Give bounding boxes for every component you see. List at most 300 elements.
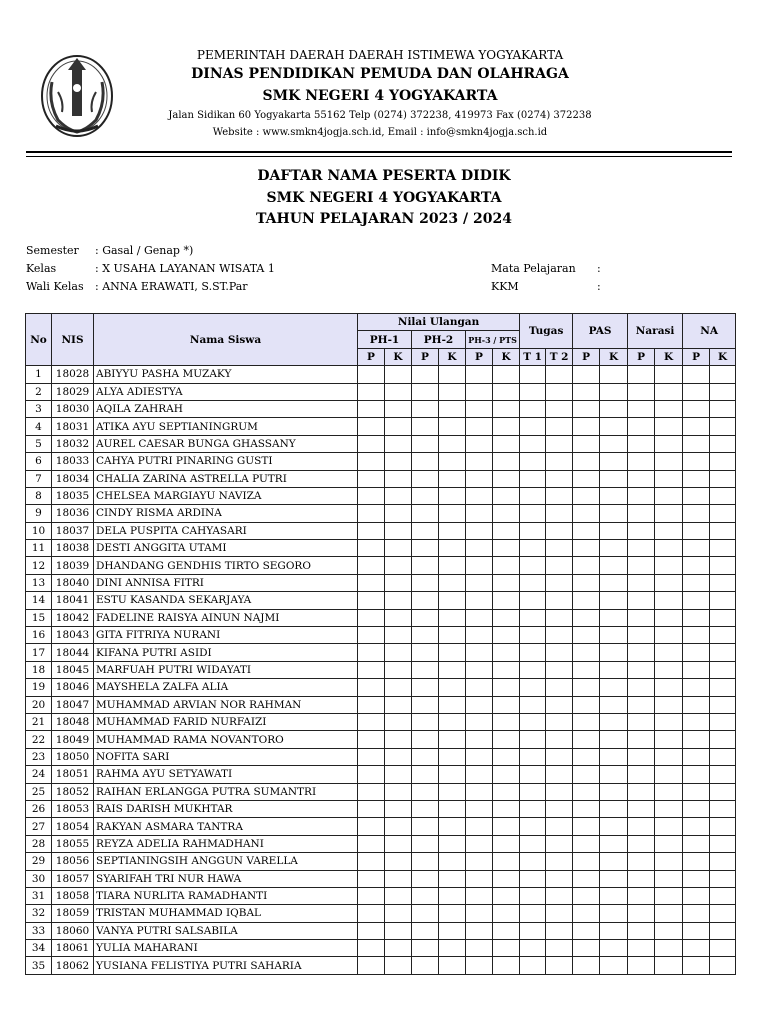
grade-cell-narasi-p[interactable] bbox=[628, 870, 655, 887]
grade-cell-tugas-t2[interactable] bbox=[546, 957, 573, 974]
grade-cell-ph1-k[interactable] bbox=[385, 783, 412, 800]
grade-cell-na-k[interactable] bbox=[710, 557, 736, 574]
grade-cell-na-k[interactable] bbox=[710, 487, 736, 504]
grade-cell-narasi-k[interactable] bbox=[655, 400, 683, 417]
grade-cell-na-k[interactable] bbox=[710, 748, 736, 765]
grade-cell-ph1-k[interactable] bbox=[385, 679, 412, 696]
grade-cell-ph3-p[interactable] bbox=[466, 383, 493, 400]
grade-cell-ph1-p[interactable] bbox=[358, 435, 385, 452]
grade-cell-na-k[interactable] bbox=[710, 870, 736, 887]
grade-cell-na-k[interactable] bbox=[710, 800, 736, 817]
grade-cell-ph1-p[interactable] bbox=[358, 766, 385, 783]
grade-cell-pas-p[interactable] bbox=[573, 766, 600, 783]
grade-cell-narasi-k[interactable] bbox=[655, 627, 683, 644]
grade-cell-ph3-k[interactable] bbox=[493, 557, 520, 574]
grade-cell-ph3-k[interactable] bbox=[493, 627, 520, 644]
grade-cell-pas-k[interactable] bbox=[600, 957, 628, 974]
grade-cell-pas-p[interactable] bbox=[573, 696, 600, 713]
grade-cell-ph2-p[interactable] bbox=[412, 453, 439, 470]
grade-cell-ph3-p[interactable] bbox=[466, 470, 493, 487]
grade-cell-narasi-k[interactable] bbox=[655, 679, 683, 696]
grade-cell-ph1-p[interactable] bbox=[358, 557, 385, 574]
grade-cell-narasi-p[interactable] bbox=[628, 366, 655, 383]
grade-cell-ph1-p[interactable] bbox=[358, 609, 385, 626]
grade-cell-tugas-t2[interactable] bbox=[546, 748, 573, 765]
grade-cell-tugas-t1[interactable] bbox=[520, 853, 546, 870]
grade-cell-narasi-k[interactable] bbox=[655, 418, 683, 435]
grade-cell-pas-p[interactable] bbox=[573, 505, 600, 522]
grade-cell-narasi-p[interactable] bbox=[628, 592, 655, 609]
grade-cell-narasi-p[interactable] bbox=[628, 731, 655, 748]
grade-cell-na-p[interactable] bbox=[683, 592, 710, 609]
grade-cell-ph1-p[interactable] bbox=[358, 800, 385, 817]
grade-cell-pas-p[interactable] bbox=[573, 383, 600, 400]
grade-cell-narasi-k[interactable] bbox=[655, 383, 683, 400]
grade-cell-ph3-p[interactable] bbox=[466, 905, 493, 922]
grade-cell-ph3-p[interactable] bbox=[466, 783, 493, 800]
grade-cell-ph1-k[interactable] bbox=[385, 957, 412, 974]
grade-cell-ph3-p[interactable] bbox=[466, 887, 493, 904]
grade-cell-tugas-t1[interactable] bbox=[520, 609, 546, 626]
grade-cell-tugas-t1[interactable] bbox=[520, 574, 546, 591]
grade-cell-ph3-k[interactable] bbox=[493, 940, 520, 957]
grade-cell-pas-k[interactable] bbox=[600, 609, 628, 626]
grade-cell-na-k[interactable] bbox=[710, 853, 736, 870]
grade-cell-tugas-t1[interactable] bbox=[520, 592, 546, 609]
grade-cell-ph2-p[interactable] bbox=[412, 609, 439, 626]
grade-cell-tugas-t1[interactable] bbox=[520, 818, 546, 835]
grade-cell-ph3-k[interactable] bbox=[493, 574, 520, 591]
grade-cell-narasi-k[interactable] bbox=[655, 574, 683, 591]
grade-cell-ph1-k[interactable] bbox=[385, 905, 412, 922]
grade-cell-tugas-t2[interactable] bbox=[546, 922, 573, 939]
grade-cell-ph1-k[interactable] bbox=[385, 366, 412, 383]
grade-cell-ph2-k[interactable] bbox=[439, 922, 466, 939]
grade-cell-tugas-t1[interactable] bbox=[520, 679, 546, 696]
grade-cell-narasi-p[interactable] bbox=[628, 540, 655, 557]
grade-cell-tugas-t2[interactable] bbox=[546, 731, 573, 748]
grade-cell-tugas-t1[interactable] bbox=[520, 505, 546, 522]
grade-cell-narasi-k[interactable] bbox=[655, 835, 683, 852]
grade-cell-ph2-p[interactable] bbox=[412, 887, 439, 904]
grade-cell-ph2-p[interactable] bbox=[412, 800, 439, 817]
grade-cell-na-p[interactable] bbox=[683, 783, 710, 800]
grade-cell-pas-p[interactable] bbox=[573, 783, 600, 800]
grade-cell-ph2-p[interactable] bbox=[412, 627, 439, 644]
grade-cell-na-k[interactable] bbox=[710, 783, 736, 800]
grade-cell-tugas-t1[interactable] bbox=[520, 557, 546, 574]
grade-cell-ph3-p[interactable] bbox=[466, 627, 493, 644]
grade-cell-ph1-k[interactable] bbox=[385, 627, 412, 644]
grade-cell-narasi-p[interactable] bbox=[628, 940, 655, 957]
grade-cell-pas-k[interactable] bbox=[600, 574, 628, 591]
grade-cell-narasi-k[interactable] bbox=[655, 505, 683, 522]
grade-cell-na-p[interactable] bbox=[683, 609, 710, 626]
grade-cell-na-k[interactable] bbox=[710, 940, 736, 957]
grade-cell-na-p[interactable] bbox=[683, 957, 710, 974]
grade-cell-na-k[interactable] bbox=[710, 400, 736, 417]
grade-cell-ph1-k[interactable] bbox=[385, 818, 412, 835]
grade-cell-narasi-k[interactable] bbox=[655, 557, 683, 574]
grade-cell-pas-k[interactable] bbox=[600, 870, 628, 887]
grade-cell-na-p[interactable] bbox=[683, 400, 710, 417]
grade-cell-ph3-p[interactable] bbox=[466, 748, 493, 765]
grade-cell-ph3-p[interactable] bbox=[466, 679, 493, 696]
grade-cell-ph2-p[interactable] bbox=[412, 940, 439, 957]
grade-cell-ph1-p[interactable] bbox=[358, 887, 385, 904]
grade-cell-tugas-t1[interactable] bbox=[520, 957, 546, 974]
grade-cell-na-p[interactable] bbox=[683, 713, 710, 730]
grade-cell-ph1-k[interactable] bbox=[385, 487, 412, 504]
grade-cell-narasi-k[interactable] bbox=[655, 435, 683, 452]
grade-cell-pas-p[interactable] bbox=[573, 557, 600, 574]
grade-cell-na-k[interactable] bbox=[710, 627, 736, 644]
grade-cell-pas-k[interactable] bbox=[600, 853, 628, 870]
grade-cell-na-p[interactable] bbox=[683, 818, 710, 835]
grade-cell-ph3-k[interactable] bbox=[493, 922, 520, 939]
grade-cell-ph1-p[interactable] bbox=[358, 853, 385, 870]
grade-cell-ph1-p[interactable] bbox=[358, 661, 385, 678]
grade-cell-tugas-t2[interactable] bbox=[546, 835, 573, 852]
grade-cell-ph1-k[interactable] bbox=[385, 922, 412, 939]
grade-cell-narasi-p[interactable] bbox=[628, 418, 655, 435]
grade-cell-ph3-p[interactable] bbox=[466, 818, 493, 835]
grade-cell-narasi-p[interactable] bbox=[628, 627, 655, 644]
grade-cell-pas-p[interactable] bbox=[573, 522, 600, 539]
grade-cell-tugas-t1[interactable] bbox=[520, 800, 546, 817]
grade-cell-ph1-k[interactable] bbox=[385, 435, 412, 452]
grade-cell-ph2-p[interactable] bbox=[412, 383, 439, 400]
grade-cell-narasi-p[interactable] bbox=[628, 609, 655, 626]
grade-cell-ph3-p[interactable] bbox=[466, 870, 493, 887]
grade-cell-narasi-k[interactable] bbox=[655, 957, 683, 974]
grade-cell-ph3-k[interactable] bbox=[493, 731, 520, 748]
grade-cell-ph3-k[interactable] bbox=[493, 540, 520, 557]
grade-cell-ph2-k[interactable] bbox=[439, 470, 466, 487]
grade-cell-tugas-t1[interactable] bbox=[520, 522, 546, 539]
grade-cell-ph3-p[interactable] bbox=[466, 557, 493, 574]
grade-cell-pas-p[interactable] bbox=[573, 679, 600, 696]
grade-cell-pas-k[interactable] bbox=[600, 418, 628, 435]
grade-cell-tugas-t2[interactable] bbox=[546, 609, 573, 626]
grade-cell-tugas-t1[interactable] bbox=[520, 922, 546, 939]
grade-cell-ph1-k[interactable] bbox=[385, 661, 412, 678]
grade-cell-ph2-p[interactable] bbox=[412, 487, 439, 504]
grade-cell-pas-k[interactable] bbox=[600, 800, 628, 817]
grade-cell-ph3-p[interactable] bbox=[466, 713, 493, 730]
grade-cell-ph1-p[interactable] bbox=[358, 905, 385, 922]
grade-cell-pas-p[interactable] bbox=[573, 435, 600, 452]
grade-cell-tugas-t2[interactable] bbox=[546, 574, 573, 591]
grade-cell-narasi-k[interactable] bbox=[655, 922, 683, 939]
grade-cell-tugas-t2[interactable] bbox=[546, 696, 573, 713]
grade-cell-ph2-p[interactable] bbox=[412, 505, 439, 522]
grade-cell-ph3-p[interactable] bbox=[466, 487, 493, 504]
grade-cell-pas-k[interactable] bbox=[600, 557, 628, 574]
grade-cell-pas-p[interactable] bbox=[573, 470, 600, 487]
grade-cell-narasi-k[interactable] bbox=[655, 522, 683, 539]
grade-cell-ph1-k[interactable] bbox=[385, 887, 412, 904]
grade-cell-narasi-p[interactable] bbox=[628, 574, 655, 591]
grade-cell-ph3-p[interactable] bbox=[466, 435, 493, 452]
grade-cell-pas-p[interactable] bbox=[573, 835, 600, 852]
grade-cell-tugas-t2[interactable] bbox=[546, 870, 573, 887]
grade-cell-na-k[interactable] bbox=[710, 540, 736, 557]
grade-cell-pas-k[interactable] bbox=[600, 540, 628, 557]
grade-cell-ph3-p[interactable] bbox=[466, 453, 493, 470]
grade-cell-pas-k[interactable] bbox=[600, 487, 628, 504]
grade-cell-narasi-p[interactable] bbox=[628, 713, 655, 730]
grade-cell-na-p[interactable] bbox=[683, 435, 710, 452]
grade-cell-ph3-p[interactable] bbox=[466, 853, 493, 870]
grade-cell-ph1-k[interactable] bbox=[385, 853, 412, 870]
grade-cell-tugas-t2[interactable] bbox=[546, 661, 573, 678]
grade-cell-tugas-t1[interactable] bbox=[520, 783, 546, 800]
grade-cell-na-k[interactable] bbox=[710, 592, 736, 609]
grade-cell-na-k[interactable] bbox=[710, 383, 736, 400]
grade-cell-narasi-p[interactable] bbox=[628, 905, 655, 922]
grade-cell-ph3-p[interactable] bbox=[466, 609, 493, 626]
grade-cell-na-k[interactable] bbox=[710, 470, 736, 487]
grade-cell-ph1-k[interactable] bbox=[385, 800, 412, 817]
grade-cell-ph3-p[interactable] bbox=[466, 731, 493, 748]
grade-cell-ph2-k[interactable] bbox=[439, 853, 466, 870]
grade-cell-tugas-t1[interactable] bbox=[520, 418, 546, 435]
grade-cell-ph2-p[interactable] bbox=[412, 713, 439, 730]
grade-cell-ph3-k[interactable] bbox=[493, 418, 520, 435]
grade-cell-ph1-p[interactable] bbox=[358, 835, 385, 852]
grade-cell-na-k[interactable] bbox=[710, 957, 736, 974]
grade-cell-narasi-k[interactable] bbox=[655, 366, 683, 383]
grade-cell-narasi-k[interactable] bbox=[655, 870, 683, 887]
grade-cell-ph3-k[interactable] bbox=[493, 766, 520, 783]
grade-cell-ph3-p[interactable] bbox=[466, 592, 493, 609]
grade-cell-ph1-p[interactable] bbox=[358, 627, 385, 644]
grade-cell-ph1-p[interactable] bbox=[358, 644, 385, 661]
grade-cell-tugas-t1[interactable] bbox=[520, 453, 546, 470]
grade-cell-ph2-k[interactable] bbox=[439, 818, 466, 835]
grade-cell-tugas-t1[interactable] bbox=[520, 644, 546, 661]
grade-cell-na-p[interactable] bbox=[683, 696, 710, 713]
grade-cell-pas-k[interactable] bbox=[600, 505, 628, 522]
grade-cell-na-k[interactable] bbox=[710, 679, 736, 696]
grade-cell-ph2-k[interactable] bbox=[439, 783, 466, 800]
grade-cell-tugas-t1[interactable] bbox=[520, 748, 546, 765]
grade-cell-tugas-t2[interactable] bbox=[546, 800, 573, 817]
grade-cell-ph3-p[interactable] bbox=[466, 522, 493, 539]
grade-cell-narasi-p[interactable] bbox=[628, 696, 655, 713]
grade-cell-tugas-t2[interactable] bbox=[546, 905, 573, 922]
grade-cell-pas-p[interactable] bbox=[573, 453, 600, 470]
grade-cell-tugas-t1[interactable] bbox=[520, 713, 546, 730]
grade-cell-tugas-t2[interactable] bbox=[546, 400, 573, 417]
grade-cell-ph1-k[interactable] bbox=[385, 609, 412, 626]
grade-cell-pas-k[interactable] bbox=[600, 661, 628, 678]
grade-cell-ph1-p[interactable] bbox=[358, 783, 385, 800]
grade-cell-pas-p[interactable] bbox=[573, 800, 600, 817]
grade-cell-pas-p[interactable] bbox=[573, 366, 600, 383]
grade-cell-na-k[interactable] bbox=[710, 366, 736, 383]
grade-cell-ph2-p[interactable] bbox=[412, 557, 439, 574]
grade-cell-ph2-p[interactable] bbox=[412, 957, 439, 974]
grade-cell-narasi-k[interactable] bbox=[655, 644, 683, 661]
grade-cell-ph2-p[interactable] bbox=[412, 366, 439, 383]
grade-cell-na-p[interactable] bbox=[683, 766, 710, 783]
grade-cell-pas-p[interactable] bbox=[573, 887, 600, 904]
grade-cell-na-p[interactable] bbox=[683, 870, 710, 887]
grade-cell-ph3-k[interactable] bbox=[493, 679, 520, 696]
grade-cell-tugas-t2[interactable] bbox=[546, 592, 573, 609]
grade-cell-tugas-t2[interactable] bbox=[546, 418, 573, 435]
grade-cell-ph1-p[interactable] bbox=[358, 731, 385, 748]
grade-cell-tugas-t2[interactable] bbox=[546, 783, 573, 800]
grade-cell-ph3-k[interactable] bbox=[493, 887, 520, 904]
grade-cell-tugas-t1[interactable] bbox=[520, 887, 546, 904]
grade-cell-tugas-t1[interactable] bbox=[520, 383, 546, 400]
grade-cell-ph2-k[interactable] bbox=[439, 644, 466, 661]
grade-cell-tugas-t1[interactable] bbox=[520, 870, 546, 887]
grade-cell-na-p[interactable] bbox=[683, 453, 710, 470]
grade-cell-pas-p[interactable] bbox=[573, 748, 600, 765]
grade-cell-narasi-k[interactable] bbox=[655, 487, 683, 504]
grade-cell-tugas-t2[interactable] bbox=[546, 627, 573, 644]
grade-cell-tugas-t1[interactable] bbox=[520, 940, 546, 957]
grade-cell-tugas-t2[interactable] bbox=[546, 505, 573, 522]
grade-cell-ph3-k[interactable] bbox=[493, 400, 520, 417]
grade-cell-ph3-k[interactable] bbox=[493, 957, 520, 974]
grade-cell-ph1-p[interactable] bbox=[358, 592, 385, 609]
grade-cell-ph2-p[interactable] bbox=[412, 870, 439, 887]
grade-cell-tugas-t1[interactable] bbox=[520, 366, 546, 383]
grade-cell-tugas-t2[interactable] bbox=[546, 940, 573, 957]
grade-cell-na-k[interactable] bbox=[710, 731, 736, 748]
grade-cell-na-p[interactable] bbox=[683, 505, 710, 522]
grade-cell-na-p[interactable] bbox=[683, 383, 710, 400]
grade-cell-na-k[interactable] bbox=[710, 713, 736, 730]
grade-cell-na-p[interactable] bbox=[683, 366, 710, 383]
grade-cell-ph2-k[interactable] bbox=[439, 713, 466, 730]
grade-cell-na-k[interactable] bbox=[710, 505, 736, 522]
grade-cell-na-p[interactable] bbox=[683, 557, 710, 574]
grade-cell-ph2-p[interactable] bbox=[412, 905, 439, 922]
grade-cell-narasi-k[interactable] bbox=[655, 766, 683, 783]
grade-cell-tugas-t1[interactable] bbox=[520, 470, 546, 487]
grade-cell-ph1-p[interactable] bbox=[358, 574, 385, 591]
grade-cell-ph2-p[interactable] bbox=[412, 574, 439, 591]
grade-cell-narasi-p[interactable] bbox=[628, 505, 655, 522]
grade-cell-pas-k[interactable] bbox=[600, 366, 628, 383]
grade-cell-pas-p[interactable] bbox=[573, 487, 600, 504]
grade-cell-ph2-k[interactable] bbox=[439, 940, 466, 957]
grade-cell-ph3-p[interactable] bbox=[466, 696, 493, 713]
grade-cell-tugas-t2[interactable] bbox=[546, 887, 573, 904]
grade-cell-pas-p[interactable] bbox=[573, 574, 600, 591]
grade-cell-ph3-p[interactable] bbox=[466, 766, 493, 783]
grade-cell-ph2-p[interactable] bbox=[412, 644, 439, 661]
grade-cell-pas-p[interactable] bbox=[573, 957, 600, 974]
grade-cell-narasi-k[interactable] bbox=[655, 853, 683, 870]
grade-cell-ph1-p[interactable] bbox=[358, 453, 385, 470]
grade-cell-ph2-k[interactable] bbox=[439, 418, 466, 435]
grade-cell-ph2-p[interactable] bbox=[412, 435, 439, 452]
grade-cell-ph1-p[interactable] bbox=[358, 713, 385, 730]
grade-cell-ph2-k[interactable] bbox=[439, 366, 466, 383]
grade-cell-tugas-t1[interactable] bbox=[520, 661, 546, 678]
grade-cell-ph3-p[interactable] bbox=[466, 800, 493, 817]
grade-cell-ph2-p[interactable] bbox=[412, 418, 439, 435]
grade-cell-na-k[interactable] bbox=[710, 661, 736, 678]
grade-cell-ph3-k[interactable] bbox=[493, 800, 520, 817]
grade-cell-narasi-k[interactable] bbox=[655, 592, 683, 609]
grade-cell-narasi-p[interactable] bbox=[628, 661, 655, 678]
grade-cell-ph2-k[interactable] bbox=[439, 487, 466, 504]
grade-cell-ph2-p[interactable] bbox=[412, 748, 439, 765]
grade-cell-pas-k[interactable] bbox=[600, 435, 628, 452]
grade-cell-ph3-p[interactable] bbox=[466, 400, 493, 417]
grade-cell-ph3-k[interactable] bbox=[493, 644, 520, 661]
grade-cell-ph1-p[interactable] bbox=[358, 940, 385, 957]
grade-cell-na-p[interactable] bbox=[683, 800, 710, 817]
grade-cell-narasi-p[interactable] bbox=[628, 470, 655, 487]
grade-cell-ph2-k[interactable] bbox=[439, 800, 466, 817]
grade-cell-na-p[interactable] bbox=[683, 418, 710, 435]
grade-cell-narasi-k[interactable] bbox=[655, 887, 683, 904]
grade-cell-tugas-t1[interactable] bbox=[520, 487, 546, 504]
grade-cell-pas-p[interactable] bbox=[573, 731, 600, 748]
grade-cell-ph3-k[interactable] bbox=[493, 592, 520, 609]
grade-cell-na-k[interactable] bbox=[710, 644, 736, 661]
grade-cell-ph1-p[interactable] bbox=[358, 957, 385, 974]
grade-cell-ph3-k[interactable] bbox=[493, 522, 520, 539]
grade-cell-tugas-t2[interactable] bbox=[546, 818, 573, 835]
grade-cell-ph1-k[interactable] bbox=[385, 766, 412, 783]
grade-cell-narasi-p[interactable] bbox=[628, 487, 655, 504]
grade-cell-ph2-k[interactable] bbox=[439, 592, 466, 609]
grade-cell-pas-p[interactable] bbox=[573, 905, 600, 922]
grade-cell-ph3-p[interactable] bbox=[466, 957, 493, 974]
grade-cell-pas-p[interactable] bbox=[573, 940, 600, 957]
grade-cell-tugas-t2[interactable] bbox=[546, 644, 573, 661]
grade-cell-ph2-k[interactable] bbox=[439, 905, 466, 922]
grade-cell-na-k[interactable] bbox=[710, 522, 736, 539]
grade-cell-ph2-p[interactable] bbox=[412, 835, 439, 852]
grade-cell-ph2-k[interactable] bbox=[439, 766, 466, 783]
grade-cell-tugas-t2[interactable] bbox=[546, 713, 573, 730]
grade-cell-pas-k[interactable] bbox=[600, 696, 628, 713]
grade-cell-ph3-k[interactable] bbox=[493, 470, 520, 487]
grade-cell-ph2-k[interactable] bbox=[439, 557, 466, 574]
grade-cell-narasi-k[interactable] bbox=[655, 800, 683, 817]
grade-cell-ph3-k[interactable] bbox=[493, 783, 520, 800]
grade-cell-pas-k[interactable] bbox=[600, 644, 628, 661]
grade-cell-tugas-t2[interactable] bbox=[546, 540, 573, 557]
grade-cell-na-k[interactable] bbox=[710, 453, 736, 470]
grade-cell-narasi-p[interactable] bbox=[628, 400, 655, 417]
grade-cell-narasi-k[interactable] bbox=[655, 661, 683, 678]
grade-cell-ph3-k[interactable] bbox=[493, 818, 520, 835]
grade-cell-ph1-p[interactable] bbox=[358, 470, 385, 487]
grade-cell-tugas-t2[interactable] bbox=[546, 487, 573, 504]
grade-cell-ph2-k[interactable] bbox=[439, 835, 466, 852]
grade-cell-na-p[interactable] bbox=[683, 627, 710, 644]
grade-cell-ph1-k[interactable] bbox=[385, 470, 412, 487]
grade-cell-tugas-t1[interactable] bbox=[520, 540, 546, 557]
grade-cell-pas-k[interactable] bbox=[600, 592, 628, 609]
grade-cell-narasi-k[interactable] bbox=[655, 731, 683, 748]
grade-cell-narasi-p[interactable] bbox=[628, 800, 655, 817]
grade-cell-ph1-k[interactable] bbox=[385, 940, 412, 957]
grade-cell-ph2-k[interactable] bbox=[439, 435, 466, 452]
